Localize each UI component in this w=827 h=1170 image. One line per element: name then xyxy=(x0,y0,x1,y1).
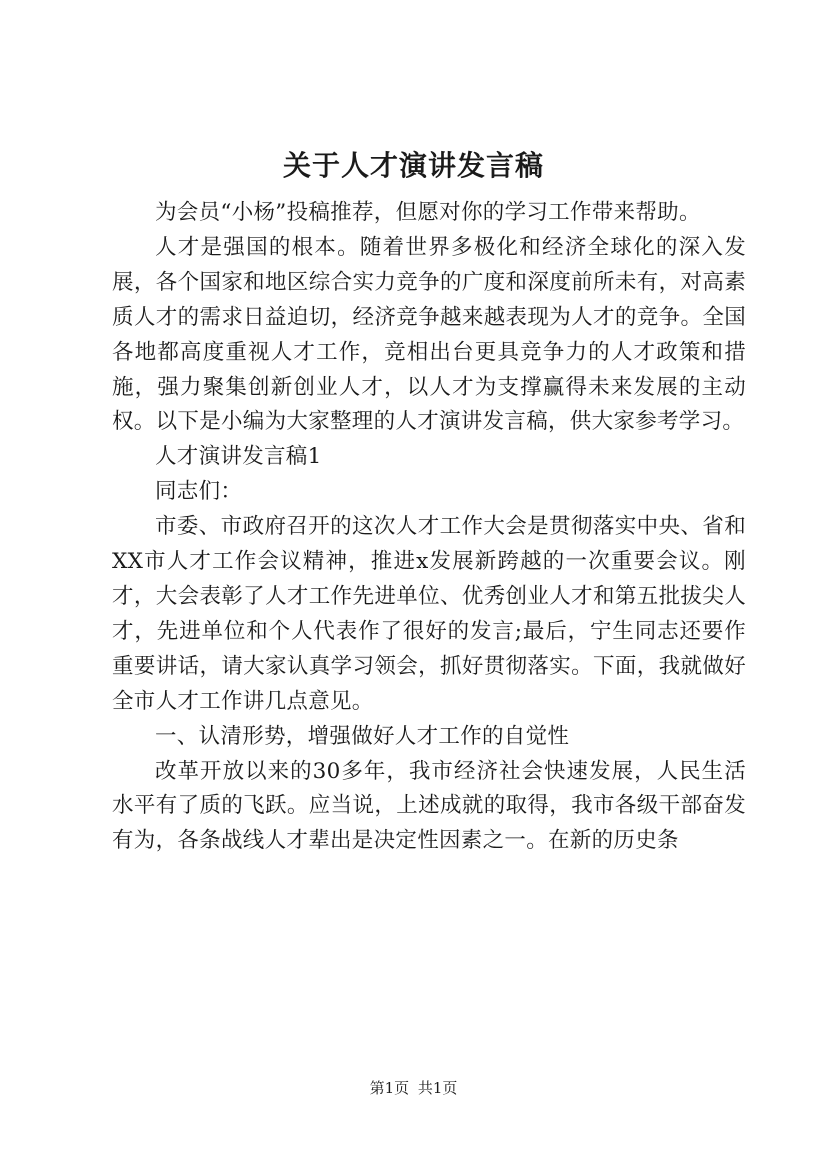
paragraph-meeting: 市委、市政府召开的这次人才工作大会是贯彻落实中央、省和XX市人才工作会议精神，推进x发展新跨越的一次重要会议。刚才，大会表彰了人才工作先进单位、优秀创业人才和第五批拔尖人才，先进单位和个人代表作了很好的发言;最后，宁生同志还要作重要讲话，请大家认真学习领会，抓好贯彻落实。下面，我就做好全市人才工作讲几点意见。 xyxy=(112,514,746,714)
salutation: 同志们： xyxy=(155,479,243,505)
document-title: 关于人才演讲发言稿 xyxy=(282,149,544,182)
paragraph-reform: 改革开放以来的30多年，我市经济社会快速发展，人民生活水平有了质的飞跃。应当说，上述成就的取得，我市各级干部奋发有为，各条战线人才辈出是决定性因素之一。在新的历史条 xyxy=(112,758,746,854)
section-heading-one: 一、认清形势，增强做好人才工作的自觉性 xyxy=(155,723,570,749)
page-footer: 第1页 共1页 xyxy=(369,1079,458,1097)
section-heading-speech-1: 人才演讲发言稿1 xyxy=(155,444,322,470)
paragraph-background: 人才是强国的根本。随着世界多极化和经济全球化的深入发展，各个国家和地区综合实力竞争的广度和深度前所未有，对高素质人才的需求日益迫切，经济竞争越来越表现为人才的竞争。全国各地都高度重视人才工作，竞相出台更具竞争力的人才政策和措施，强力聚集创新创业人才，以人才为支撑赢得未来发展的主动权。以下是小编为大家整理的人才演讲发言稿，供大家参考学习。 xyxy=(112,234,746,435)
document-body xyxy=(112,196,746,859)
paragraph-intro: 为会员“小杨”投稿推荐，但愿对你的学习工作带来帮助。 xyxy=(155,200,701,225)
